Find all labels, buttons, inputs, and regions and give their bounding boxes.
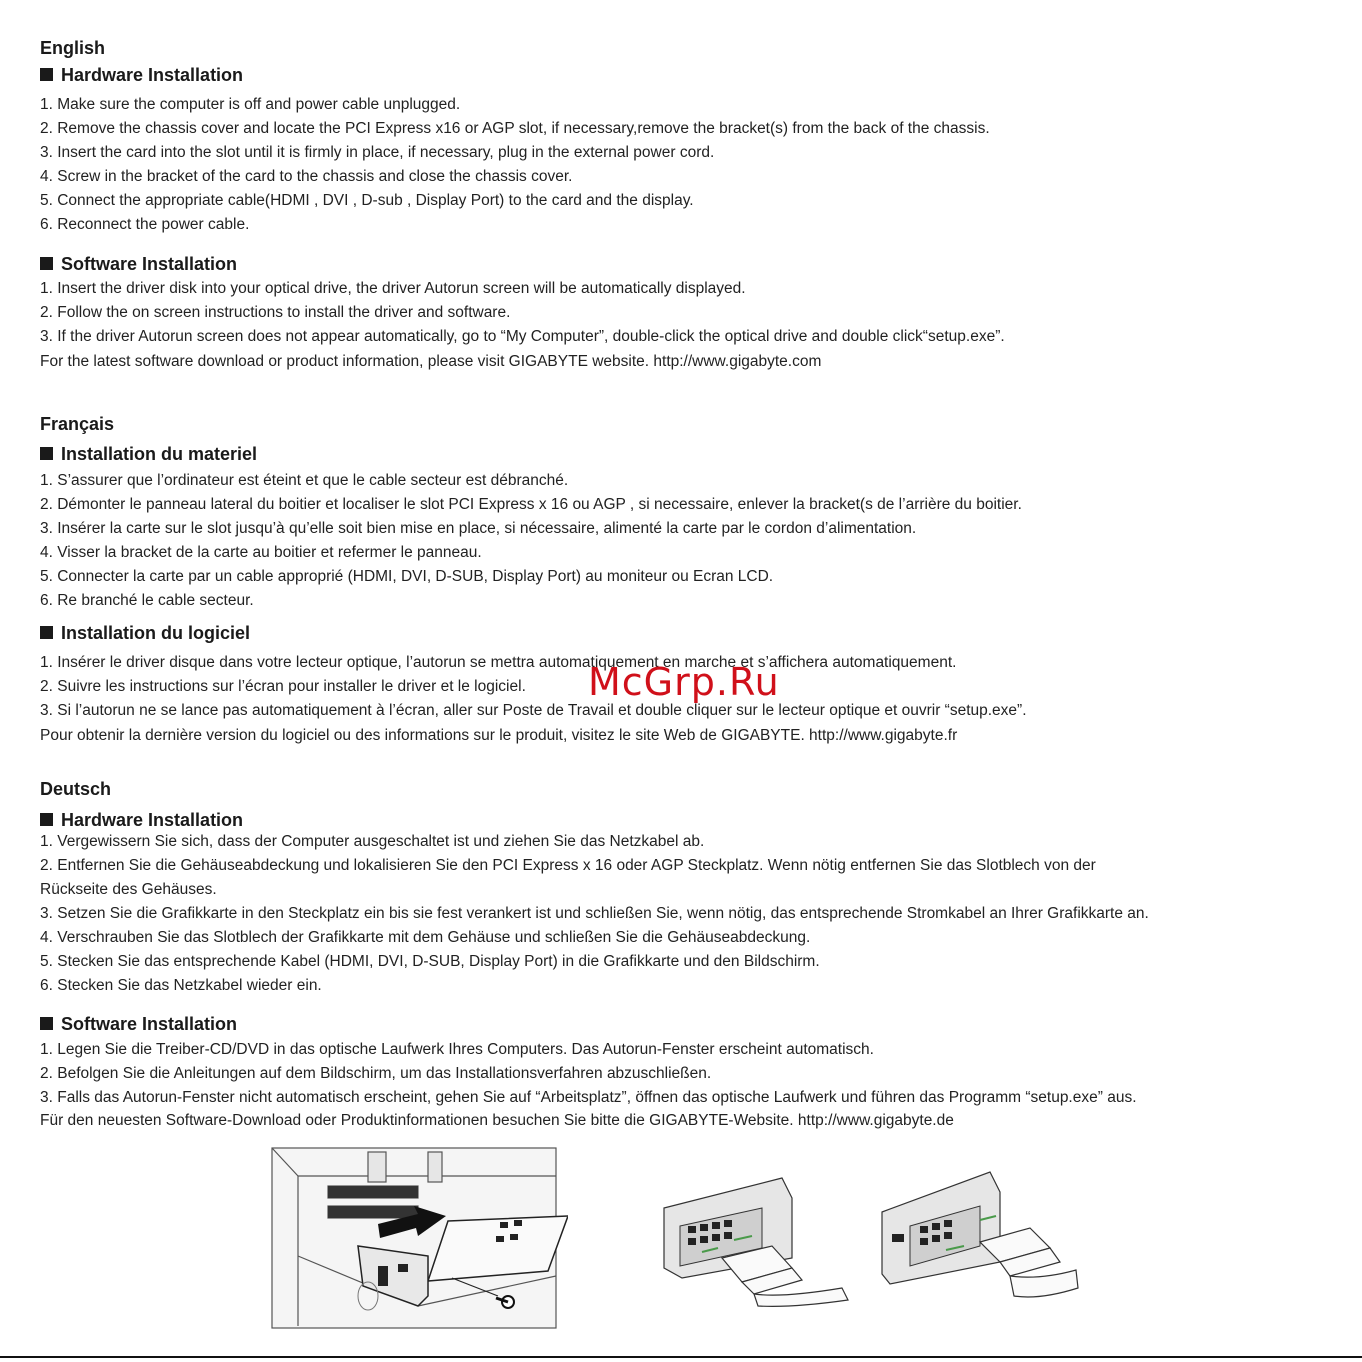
english-hw-step-1: 1. Make sure the computer is off and power cable unplugged. bbox=[40, 96, 461, 113]
english-hw-step-2: 2. Remove the chassis cover and locate the PCI Express x16 or AGP slot, if necessary,remove the bracket(s) from the back of the chassis. bbox=[40, 120, 990, 137]
english-sw-step-1: 1. Insert the driver disk into your optical drive, the driver Autorun screen will be automatically displayed. bbox=[40, 280, 746, 297]
deutsch-hw-step-2: 2. Entfernen Sie die Gehäuseabdeckung und lokalisieren Sie den PCI Express x 16 oder AGP Steckplatz. Wenn nötig entfernen Sie das Slotblech von der bbox=[40, 857, 1096, 874]
francais-hw-step-4: 4. Visser la bracket de la carte au boitier et refermer le panneau. bbox=[40, 544, 482, 561]
watermark: McGrp.Ru bbox=[588, 660, 780, 704]
francais-footer: Pour obtenir la dernière version du logiciel ou des informations sur le produit, visitez le site Web de GIGABYTE. http://www.gigabyte.fr bbox=[40, 727, 958, 744]
square-bullet-icon bbox=[40, 626, 53, 639]
english-hw-step-5: 5. Connect the appropriate cable(HDMI , DVI , D-sub , Display Port) to the card and the display. bbox=[40, 192, 694, 209]
deutsch-sw-step-1: 1. Legen Sie die Treiber-CD/DVD in das optische Laufwerk Ihres Computers. Das Autorun-Fenster erscheint automatisch. bbox=[40, 1041, 874, 1058]
francais-hw-step-5: 5. Connecter la carte par un cable approprié (HDMI, DVI, D-SUB, Display Port) au moniteur ou Ecran LCD. bbox=[40, 568, 774, 585]
square-bullet-icon bbox=[40, 813, 53, 826]
francais-sw-step-1: 1. Insérer le driver disque dans votre lecteur optique, l’autorun se mettra automatiquement en marche et s’affichera automatiquement. bbox=[40, 654, 957, 671]
francais-hardware-title bbox=[40, 444, 257, 465]
deutsch-hardware-title bbox=[40, 810, 243, 831]
francais-software-title bbox=[40, 623, 250, 644]
square-bullet-icon bbox=[40, 1017, 53, 1030]
english-hw-step-3: 3. Insert the card into the slot until it is firmly in place, if necessary, plug in the external power cord. bbox=[40, 144, 715, 161]
card-installation-illustration bbox=[268, 1146, 568, 1336]
deutsch-software-title bbox=[40, 1014, 237, 1035]
bottom-rule bbox=[0, 1356, 1362, 1358]
graphics-card-shape bbox=[428, 1216, 568, 1281]
deutsch-hw-step-3: 3. Setzen Sie die Grafikkarte in den Steckplatz ein bis sie fest verankert ist und schließen Sie, wenn nötig, das entsprechende Stromkabel an Ihrer Grafikkarte an. bbox=[40, 905, 1149, 922]
english-hw-step-6: 6. Reconnect the power cable. bbox=[40, 216, 250, 233]
deutsch-sw-step-2: 2. Befolgen Sie die Anleitungen auf dem Bildschirm, um das Installationsverfahren abzuschließen. bbox=[40, 1065, 712, 1082]
english-hardware-title bbox=[40, 65, 243, 86]
section-title-text: Software Installation bbox=[61, 1014, 238, 1034]
english-sw-step-3: 3. If the driver Autorun screen does not appear automatically, go to “My Computer”, double-click the optical drive and double click“setup.exe”. bbox=[40, 328, 1005, 345]
power-connector-8pin-illustration bbox=[662, 1168, 852, 1308]
deutsch-hw-step-1: 1. Vergewissern Sie sich, dass der Computer ausgeschaltet ist und ziehen Sie das Netzkabel ab. bbox=[40, 833, 705, 850]
square-bullet-icon bbox=[40, 447, 53, 460]
deutsch-sw-step-3: 3. Falls das Autorun-Fenster nicht automatisch erscheint, gehen Sie auf “Arbeitsplatz”, öffnen das optische Laufwerk und führen das Programm “setup.exe” aus. bbox=[40, 1089, 1137, 1106]
square-bullet-icon bbox=[40, 68, 53, 81]
heading-deutsch: Deutsch bbox=[40, 779, 112, 799]
english-sw-step-2: 2. Follow the on screen instructions to install the driver and software. bbox=[40, 304, 511, 321]
deutsch-hw-step-5: 5. Stecken Sie das entsprechende Kabel (HDMI, DVI, D-SUB, Display Port) in die Grafikkarte und den Bildschirm. bbox=[40, 953, 820, 970]
english-software-title bbox=[40, 254, 237, 275]
francais-sw-step-2: 2. Suivre les instructions sur l’écran pour installer le driver et le logiciel. bbox=[40, 678, 526, 695]
section-title-text: Hardware Installation bbox=[61, 65, 244, 85]
deutsch-hw-step-2-cont: Rückseite des Gehäuses. bbox=[40, 881, 217, 898]
section-title-text: Software Installation bbox=[61, 254, 238, 274]
power-connector-6pin-illustration bbox=[880, 1162, 1080, 1302]
francais-hw-step-2: 2. Démonter le panneau lateral du boitier et localiser le slot PCI Express x 16 ou AGP , si necessaire, enlever la bracket(s de l’arrière du boitier. bbox=[40, 496, 1022, 513]
deutsch-hw-step-4: 4. Verschrauben Sie das Slotblech der Grafikkarte mit dem Gehäuse und schließen Sie die Gehäuseabdeckung. bbox=[40, 929, 811, 946]
heading-francais: Français bbox=[40, 414, 115, 434]
francais-hw-step-3: 3. Insérer la carte sur le slot jusqu’à qu’elle soit bien mise en place, si nécessaire, alimenté la carte par le cordon d’alimentation. bbox=[40, 520, 917, 537]
section-title-text: Installation du materiel bbox=[61, 444, 258, 464]
section-title-text: Hardware Installation bbox=[61, 810, 244, 830]
francais-sw-step-3: 3. Si l’autorun ne se lance pas automatiquement à l’écran, aller sur Poste de Travail et double cliquer sur le lecteur optique et ouvrir “setup.exe”. bbox=[40, 702, 1027, 719]
english-hw-step-4: 4. Screw in the bracket of the card to the chassis and close the chassis cover. bbox=[40, 168, 573, 185]
francais-hw-step-6: 6. Re branché le cable secteur. bbox=[40, 592, 254, 609]
francais-hw-step-1: 1. S’assurer que l’ordinateur est éteint et que le cable secteur est débranché. bbox=[40, 472, 569, 489]
section-title-text: Installation du logiciel bbox=[61, 623, 251, 643]
deutsch-footer: Für den neuesten Software-Download oder Produktinformationen besuchen Sie bitte die GIGABYTE-Website. http://www.gigabyte.de bbox=[40, 1112, 954, 1129]
english-footer: For the latest software download or product information, please visit GIGABYTE website. http://www.gigabyte.com bbox=[40, 353, 822, 370]
heading-english: English bbox=[40, 38, 106, 58]
deutsch-hw-step-6: 6. Stecken Sie das Netzkabel wieder ein. bbox=[40, 977, 322, 994]
square-bullet-icon bbox=[40, 257, 53, 270]
